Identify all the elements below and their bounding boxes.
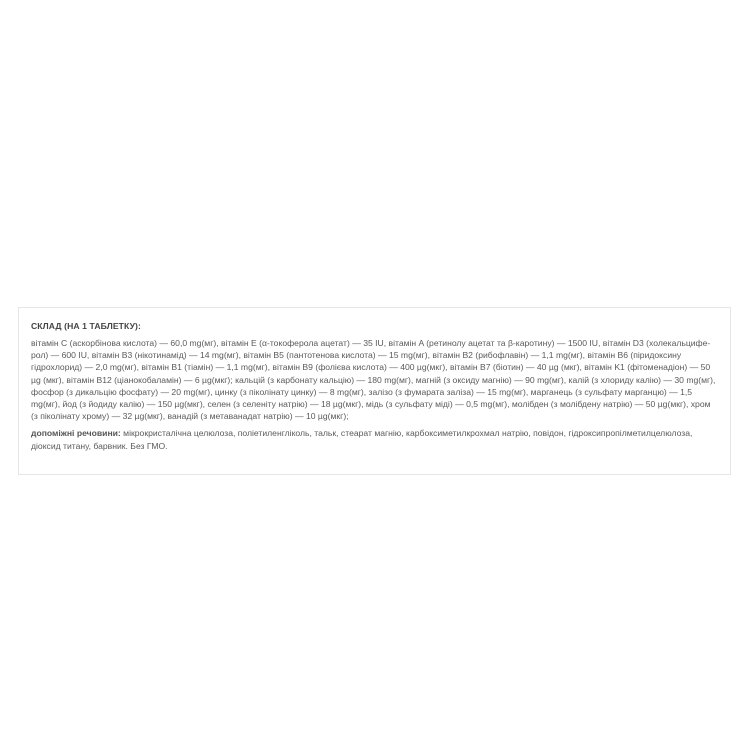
excipients-label: допоміжні речовини:	[31, 428, 121, 439]
excipients-paragraph	[31, 427, 718, 451]
excipients-text: мікрокристалічна целюлоза, поліетиленгліколь, тальк, стеарат магнію, карбоксиметилкрохмал натрію, повідон, гідроксипропілметилцелюлоза, діоксид титану, барвник. Без ГМО.	[31, 428, 693, 451]
composition-card	[18, 307, 731, 475]
composition-text: вітамін C (аскорбінова кислота) — 60,0 mg(мг), вітамін E (α-токоферола ацетат) — 35 IU, вітамін A (ретинолу ацетат та β-каротину) — 1500 IU, вітамін D3 (холекальцифе- рол) — 600 IU, вітамін B3 (нікотинамід) — 14 mg(мг), вітамін B5 (пантотенова кислота) — 15 mg(мг), вітамін B2 (рибофлавін) — 1,1 mg(мг), вітамін B6 (піридоксину гідрохлорид) — 2,0 mg(мг), вітамін B1 (тіамін) — 1,1 mg(мг), вітамін B9 (фолієва кислота) — 400 µg(мкг), вітамін B7 (біотин) — 40 µg (мкг), вітамін K1 (фітоменадіон) — 50 µg (мкг), вітамін B12 (ціанокобаламін) — 6 µg(мкг); кальцій (з карбонату кальцію) — 180 mg(мг), магній (з оксиду магнію) — 90 mg(мг), калій (з хлориду калію) — 30 mg(мг), фосфор (з дикальцію фосфату) — 20 mg(мг), цинку (з піколінату цинку) — 8 mg(мг), залізо (з фумарата заліза) — 15 mg(мг), марганець (з сульфату марганцю) — 1,5 mg(мг), йод (з йодиду калію) — 150 µg(мкг), селен (з селеніту натрію) — 18 µg(мкг), мідь (з сульфату міді) — 0,5 mg(мг), молібден (з молібдену натрію) — 50 µg(мкг), хром (з піколінату хрому) — 32 µg(мкг), ванадій (з метаванадат натрію) — 10 µg(мкг);	[31, 338, 716, 422]
composition-heading: СКЛАД (НА 1 ТАБЛЕТКУ):	[31, 321, 141, 331]
